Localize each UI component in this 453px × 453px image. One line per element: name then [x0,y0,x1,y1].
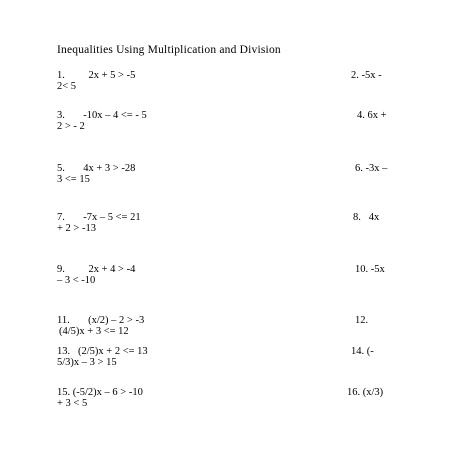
problem-15: 15. (-5/2)x – 6 > -10 [57,387,143,398]
problem-6-continuation: 3 <= 15 [57,174,90,185]
problem-1: 1. 2x + 5 > -5 [57,70,136,81]
worksheet-title: Inequalities Using Multiplication and Division [57,44,281,56]
problem-9: 9. 2x + 4 > -4 [57,264,136,275]
problem-6: 6. -3x – [355,163,388,174]
problem-14: 14. (- [351,346,374,357]
problem-10-continuation: – 3 < -10 [57,275,96,286]
problem-4-continuation: 2 > - 2 [57,121,85,132]
problem-11: 11. (x/2) – 2 > -3 [57,315,145,326]
problem-16: 16. (x/3) [347,387,384,398]
problem-10: 10. -5x [355,264,385,275]
problem-4: 4. 6x + [357,110,387,121]
problem-2: 2. -5x - [351,70,382,81]
problem-16-continuation: + 3 < 5 [57,398,88,409]
problem-5: 5. 4x + 3 > -28 [57,163,136,174]
problem-8: 8. 4x [353,212,380,223]
problem-3: 3. -10x – 4 <= - 5 [57,110,147,121]
problem-13: 13. (2/5)x + 2 <= 13 [57,346,148,357]
problem-14-continuation: 5/3)x – 3 > 15 [57,357,117,368]
problem-8-continuation: + 2 > -13 [57,223,96,234]
problem-7: 7. -7x – 5 <= 21 [57,212,141,223]
problem-12: 12. [355,315,369,326]
problem-2-continuation: 2< 5 [57,81,77,92]
problem-12-continuation: (4/5)x + 3 <= 12 [59,326,129,337]
